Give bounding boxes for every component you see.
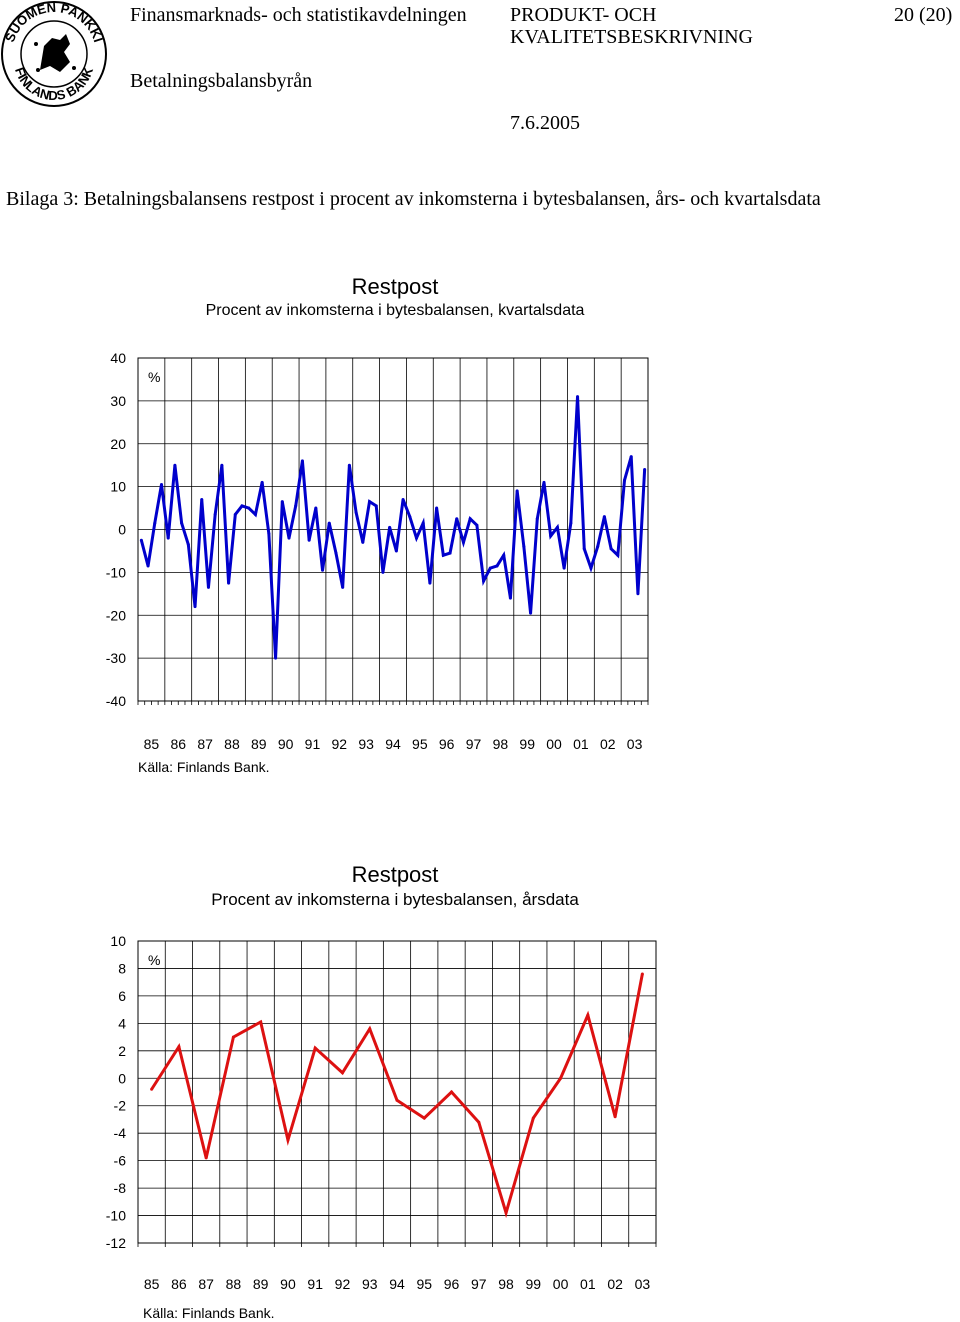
data-point xyxy=(187,543,190,546)
x-tick-label: 96 xyxy=(443,1276,460,1292)
data-point xyxy=(522,545,525,548)
x-tick-label: 02 xyxy=(599,736,616,752)
data-point xyxy=(140,539,143,542)
data-point xyxy=(301,459,304,462)
data-point xyxy=(462,541,465,544)
data-point xyxy=(180,522,183,525)
y-tick-label: 20 xyxy=(110,435,126,452)
x-tick-label: 96 xyxy=(438,736,455,752)
data-point xyxy=(207,586,210,589)
data-point xyxy=(630,455,633,458)
data-point xyxy=(261,481,264,484)
data-point xyxy=(542,481,545,484)
data-point xyxy=(563,567,566,570)
data-point xyxy=(614,1115,617,1118)
y-tick-label: -40 xyxy=(105,693,126,709)
data-point xyxy=(214,513,217,516)
data-point xyxy=(610,547,613,550)
annual-line-chart xyxy=(0,920,960,1300)
data-point xyxy=(328,522,331,525)
data-point xyxy=(334,552,337,555)
x-tick-label: 97 xyxy=(465,736,482,752)
x-tick-label: 89 xyxy=(252,1276,269,1292)
chart1-source: Källa: Finlands Bank. xyxy=(138,759,270,775)
data-point xyxy=(532,1117,535,1120)
x-tick-label: 98 xyxy=(498,1276,514,1292)
data-point xyxy=(583,547,586,550)
data-point xyxy=(220,464,223,467)
appendix-title: Bilaga 3: Betalningsbalansens restpost i procent av inkomsterna i bytesbalansen, års- och kvartalsdata xyxy=(6,188,821,210)
x-tick-label: 98 xyxy=(492,736,509,752)
data-point xyxy=(435,507,438,510)
data-point xyxy=(355,511,358,514)
x-tick-label: 88 xyxy=(224,736,240,752)
data-point xyxy=(428,582,431,585)
data-point xyxy=(576,395,579,398)
data-point xyxy=(294,504,297,507)
y-tick-label: -4 xyxy=(113,1125,126,1142)
data-point xyxy=(489,567,492,570)
doc-type-line1: PRODUKT- OCH xyxy=(510,4,657,26)
data-point xyxy=(368,500,371,503)
chart2-title: Restpost xyxy=(351,862,439,887)
x-tick-label: 93 xyxy=(358,736,374,752)
x-tick-label: 87 xyxy=(198,1276,214,1292)
y-tick-label: -10 xyxy=(105,564,126,581)
x-tick-label: 95 xyxy=(416,1276,433,1292)
data-point xyxy=(205,1156,208,1159)
data-point xyxy=(569,522,572,525)
data-point xyxy=(368,1027,371,1030)
series-line xyxy=(141,397,644,659)
x-tick-label: 99 xyxy=(519,736,535,752)
x-tick-label: 85 xyxy=(143,1276,160,1292)
unit-label: % xyxy=(148,952,161,968)
data-point xyxy=(549,534,552,537)
data-point xyxy=(556,526,559,529)
svg-text:SUOMEN PANKKI: SUOMEN PANKKI xyxy=(2,0,107,45)
unit-name: Betalningsbalansbyrån xyxy=(130,70,313,92)
chart2-subtitle: Procent av inkomsterna i bytesbalansen, årsdata xyxy=(211,890,579,909)
data-point xyxy=(274,657,277,660)
data-point xyxy=(321,569,324,572)
y-tick-label: -20 xyxy=(105,607,126,624)
data-point xyxy=(361,541,364,544)
x-tick-label: 86 xyxy=(171,1276,187,1292)
y-tick-label: 2 xyxy=(118,1042,126,1059)
data-point xyxy=(641,972,644,975)
y-tick-label: -8 xyxy=(113,1180,126,1197)
data-point xyxy=(348,464,351,467)
data-point xyxy=(167,537,170,540)
data-point xyxy=(177,1045,180,1048)
data-point xyxy=(254,513,257,516)
data-point xyxy=(267,532,270,535)
doc-type-line2: KVALITETSBESKRIVNING xyxy=(510,26,753,48)
page-number: 20 (20) xyxy=(894,4,953,26)
data-point xyxy=(596,545,599,548)
x-tick-label: 91 xyxy=(304,736,321,752)
document-date: 7.6.2005 xyxy=(510,112,580,134)
data-point xyxy=(286,1139,289,1142)
data-point xyxy=(227,582,230,585)
x-tick-label: 90 xyxy=(280,1276,296,1292)
y-tick-label: 8 xyxy=(118,960,126,977)
data-point xyxy=(232,1036,235,1039)
x-tick-label: 95 xyxy=(412,736,428,752)
data-point xyxy=(502,554,505,557)
data-point xyxy=(234,513,237,516)
department-name: Finansmarknads- och statistikavdelningen xyxy=(130,4,467,26)
x-tick-label: 03 xyxy=(634,1276,651,1292)
data-point xyxy=(314,1047,317,1050)
chart2-source: Källa: Finlands Bank. xyxy=(143,1305,275,1321)
data-point xyxy=(423,1117,426,1120)
data-point xyxy=(589,567,592,570)
x-tick-label: 88 xyxy=(225,1276,242,1292)
x-tick-label: 94 xyxy=(385,736,401,752)
unit-label: % xyxy=(148,369,161,385)
data-point xyxy=(308,539,311,542)
x-tick-label: 85 xyxy=(143,736,160,752)
x-tick-label: 00 xyxy=(546,736,562,752)
y-tick-label: 10 xyxy=(110,933,126,949)
data-point xyxy=(482,579,485,582)
data-point xyxy=(449,552,452,555)
data-point xyxy=(402,498,405,501)
x-tick-label: 02 xyxy=(607,1276,623,1292)
x-tick-label: 03 xyxy=(626,736,643,752)
chart1-subtitle: Procent av inkomsterna i bytesbalansen, kvartalsdata xyxy=(205,302,585,319)
data-point xyxy=(415,537,418,540)
x-tick-label: 94 xyxy=(389,1276,405,1292)
data-point xyxy=(536,517,539,520)
data-point xyxy=(388,526,391,529)
data-point xyxy=(516,489,519,492)
y-tick-label: 40 xyxy=(110,350,126,366)
x-tick-label: 89 xyxy=(251,736,267,752)
series-line xyxy=(152,974,643,1213)
data-point xyxy=(287,537,290,540)
x-tick-label: 91 xyxy=(307,1276,323,1292)
data-point xyxy=(314,507,317,510)
y-tick-label: 30 xyxy=(110,392,126,409)
data-point xyxy=(173,464,176,467)
plot-frame xyxy=(138,941,656,1243)
chart1-title: Restpost xyxy=(351,274,439,299)
data-point xyxy=(375,504,378,507)
svg-text:FINLANDS BANK: FINLANDS BANK xyxy=(12,65,97,104)
data-point xyxy=(559,1077,562,1080)
data-point xyxy=(505,1211,508,1214)
x-tick-label: 87 xyxy=(197,736,213,752)
data-point xyxy=(241,504,244,507)
data-point xyxy=(160,483,163,486)
data-point xyxy=(496,564,499,567)
data-point xyxy=(616,554,619,557)
x-tick-label: 01 xyxy=(573,736,589,752)
data-point xyxy=(153,522,156,525)
data-point xyxy=(509,597,512,600)
data-point xyxy=(475,524,478,527)
data-point xyxy=(529,612,532,615)
data-point xyxy=(281,500,284,503)
y-tick-label: -12 xyxy=(105,1235,126,1251)
y-tick-label: 0 xyxy=(118,521,126,538)
quarterly-line-chart xyxy=(0,340,960,770)
y-tick-label: 4 xyxy=(118,1015,126,1032)
data-point xyxy=(603,515,606,518)
x-tick-label: 93 xyxy=(361,1276,378,1292)
x-tick-label: 99 xyxy=(525,1276,542,1292)
data-point xyxy=(341,1071,344,1074)
data-point xyxy=(396,1099,399,1102)
y-tick-label: -6 xyxy=(113,1152,126,1169)
x-tick-label: 92 xyxy=(334,1276,351,1292)
data-point xyxy=(477,1121,480,1124)
data-point xyxy=(450,1091,453,1094)
x-tick-label: 86 xyxy=(170,736,187,752)
data-point xyxy=(636,592,639,595)
data-point xyxy=(422,522,425,525)
data-point xyxy=(259,1020,262,1023)
data-point xyxy=(147,564,150,567)
data-point xyxy=(586,1014,589,1017)
x-tick-label: 90 xyxy=(277,736,294,752)
data-point xyxy=(381,571,384,574)
data-point xyxy=(194,605,197,608)
y-tick-label: -30 xyxy=(105,650,126,667)
data-point xyxy=(623,479,626,482)
y-tick-label: 6 xyxy=(118,987,126,1004)
data-point xyxy=(469,517,472,520)
finlands-bank-logo xyxy=(0,0,108,108)
x-tick-label: 97 xyxy=(471,1276,487,1292)
y-tick-label: 0 xyxy=(118,1070,126,1087)
data-point xyxy=(341,586,344,589)
data-point xyxy=(408,515,411,518)
data-point xyxy=(200,498,203,501)
x-tick-label: 92 xyxy=(331,736,348,752)
x-tick-label: 01 xyxy=(580,1276,596,1292)
x-tick-label: 00 xyxy=(552,1276,569,1292)
data-point xyxy=(150,1088,153,1091)
data-point xyxy=(247,507,250,510)
data-point xyxy=(455,517,458,520)
y-tick-label: -2 xyxy=(113,1097,126,1114)
y-tick-label: -10 xyxy=(105,1207,126,1224)
data-point xyxy=(395,549,398,552)
data-point xyxy=(643,468,646,471)
data-point xyxy=(442,554,445,557)
y-tick-label: 10 xyxy=(110,478,126,495)
